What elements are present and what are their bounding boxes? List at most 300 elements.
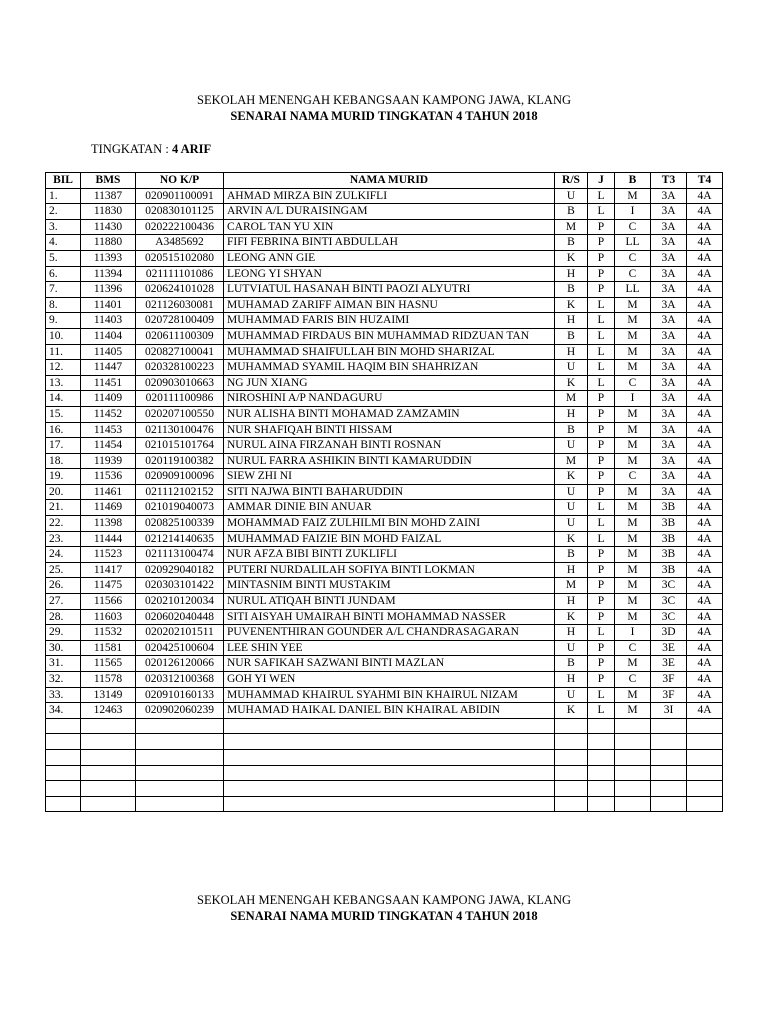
column-header: R/S: [555, 173, 588, 189]
cell-bms: 11453: [81, 422, 136, 438]
cell-rs: B: [555, 282, 588, 298]
cell-b: I: [615, 204, 651, 220]
cell-t3: 3A: [651, 422, 687, 438]
cell-bil: 6.: [46, 266, 81, 282]
table-row: [46, 562, 723, 578]
cell-rs: U: [555, 516, 588, 532]
cell-kp: 020825100339: [136, 516, 224, 532]
tingkatan-value: 4 ARIF: [171, 142, 212, 156]
empty-cell: [81, 796, 136, 812]
cell-nama: LEONG ANN GIE: [224, 250, 555, 266]
cell-nama: LEE SHIN YEE: [224, 640, 555, 656]
empty-cell: [136, 796, 224, 812]
cell-t3: 3A: [651, 204, 687, 220]
cell-nama: MOHAMMAD FAIZ ZULHILMI BIN MOHD ZAINI: [224, 516, 555, 532]
cell-bms: 11409: [81, 391, 136, 407]
cell-bil: 24.: [46, 547, 81, 563]
empty-cell: [555, 718, 588, 734]
empty-cell: [588, 765, 615, 781]
cell-t3: 3C: [651, 578, 687, 594]
cell-b: M: [615, 500, 651, 516]
cell-bil: 2.: [46, 204, 81, 220]
cell-bms: 11404: [81, 328, 136, 344]
empty-cell: [224, 796, 555, 812]
empty-cell: [136, 781, 224, 797]
empty-cell: [46, 718, 81, 734]
empty-cell: [224, 749, 555, 765]
empty-cell: [615, 781, 651, 797]
cell-bil: 11.: [46, 344, 81, 360]
cell-rs: U: [555, 188, 588, 204]
cell-t4: 4A: [687, 282, 723, 298]
cell-bms: 11461: [81, 484, 136, 500]
cell-j: L: [588, 687, 615, 703]
empty-cell: [224, 765, 555, 781]
cell-bil: 26.: [46, 578, 81, 594]
cell-t3: 3A: [651, 453, 687, 469]
cell-nama: AMMAR DINIE BIN ANUAR: [224, 500, 555, 516]
cell-b: M: [615, 344, 651, 360]
empty-cell: [651, 796, 687, 812]
empty-cell: [46, 796, 81, 812]
cell-b: M: [615, 406, 651, 422]
cell-nama: NUR AFZA BIBI BINTI ZUKLIFLI: [224, 547, 555, 563]
cell-t3: 3A: [651, 344, 687, 360]
empty-cell: [651, 781, 687, 797]
cell-bil: 9.: [46, 313, 81, 329]
cell-rs: H: [555, 594, 588, 610]
cell-bms: 11444: [81, 531, 136, 547]
cell-bil: 20.: [46, 484, 81, 500]
cell-nama: NUR SHAFIQAH BINTI HISSAM: [224, 422, 555, 438]
empty-row: [46, 765, 723, 781]
empty-cell: [588, 718, 615, 734]
cell-t4: 4A: [687, 219, 723, 235]
cell-bms: 11536: [81, 469, 136, 485]
cell-t4: 4A: [687, 313, 723, 329]
table-header-row: [46, 173, 723, 189]
cell-t3: 3A: [651, 188, 687, 204]
cell-j: L: [588, 531, 615, 547]
cell-b: C: [615, 219, 651, 235]
empty-cell: [81, 765, 136, 781]
empty-cell: [687, 734, 723, 750]
tingkatan-line: [91, 142, 211, 157]
cell-nama: NUR ALISHA BINTI MOHAMAD ZAMZAMIN: [224, 406, 555, 422]
cell-t3: 3B: [651, 547, 687, 563]
cell-bms: 11387: [81, 188, 136, 204]
table-row: [46, 406, 723, 422]
empty-cell: [555, 734, 588, 750]
cell-kp: 020910160133: [136, 687, 224, 703]
cell-rs: M: [555, 578, 588, 594]
column-header: B: [615, 173, 651, 189]
cell-bms: 11430: [81, 219, 136, 235]
cell-t3: 3A: [651, 406, 687, 422]
column-header: T4: [687, 173, 723, 189]
table-row: [46, 204, 723, 220]
cell-t3: 3F: [651, 687, 687, 703]
cell-nama: CAROL TAN YU XIN: [224, 219, 555, 235]
cell-bil: 4.: [46, 235, 81, 251]
cell-j: L: [588, 297, 615, 313]
cell-rs: K: [555, 297, 588, 313]
cell-bms: 11603: [81, 609, 136, 625]
table-row: [46, 469, 723, 485]
cell-j: L: [588, 328, 615, 344]
cell-t3: 3B: [651, 500, 687, 516]
cell-kp: 021111101086: [136, 266, 224, 282]
cell-t4: 4A: [687, 672, 723, 688]
cell-j: L: [588, 360, 615, 376]
cell-b: M: [615, 360, 651, 376]
cell-j: P: [588, 438, 615, 454]
cell-t4: 4A: [687, 687, 723, 703]
cell-t4: 4A: [687, 609, 723, 625]
cell-bms: 11532: [81, 625, 136, 641]
empty-cell: [224, 734, 555, 750]
table-row: [46, 360, 723, 376]
table-row: [46, 516, 723, 532]
table-row: [46, 453, 723, 469]
table-row: [46, 578, 723, 594]
cell-kp: 020929040182: [136, 562, 224, 578]
empty-cell: [46, 734, 81, 750]
cell-b: M: [615, 547, 651, 563]
column-header: J: [588, 173, 615, 189]
table-row: [46, 547, 723, 563]
cell-b: M: [615, 531, 651, 547]
cell-t4: 4A: [687, 516, 723, 532]
cell-nama: MUHAMMAD KHAIRUL SYAHMI BIN KHAIRUL NIZAM: [224, 687, 555, 703]
cell-bil: 31.: [46, 656, 81, 672]
cell-j: L: [588, 703, 615, 719]
cell-nama: NURUL ATIQAH BINTI JUNDAM: [224, 594, 555, 610]
cell-rs: H: [555, 313, 588, 329]
cell-rs: U: [555, 484, 588, 500]
cell-rs: U: [555, 500, 588, 516]
cell-rs: H: [555, 625, 588, 641]
cell-j: P: [588, 547, 615, 563]
document-title: SENARAI NAMA MURID TINGKATAN 4 TAHUN 2018: [230, 909, 538, 923]
cell-t4: 4A: [687, 578, 723, 594]
cell-nama: PUTERI NURDALILAH SOFIYA BINTI LOKMAN: [224, 562, 555, 578]
table-row: [46, 235, 723, 251]
table-row: [46, 672, 723, 688]
cell-b: I: [615, 391, 651, 407]
cell-nama: NURUL AINA FIRZANAH BINTI ROSNAN: [224, 438, 555, 454]
cell-kp: 020515102080: [136, 250, 224, 266]
cell-b: M: [615, 656, 651, 672]
cell-t3: 3A: [651, 313, 687, 329]
cell-bms: 11469: [81, 500, 136, 516]
cell-kp: 020111100986: [136, 391, 224, 407]
cell-t4: 4A: [687, 235, 723, 251]
cell-kp: 020903010663: [136, 375, 224, 391]
cell-t3: 3A: [651, 266, 687, 282]
cell-bms: 11405: [81, 344, 136, 360]
table-row: [46, 297, 723, 313]
cell-j: P: [588, 594, 615, 610]
cell-bms: 11403: [81, 313, 136, 329]
table-row: [46, 391, 723, 407]
cell-nama: NG JUN XIANG: [224, 375, 555, 391]
cell-b: M: [615, 562, 651, 578]
cell-b: M: [615, 578, 651, 594]
cell-kp: 020901100091: [136, 188, 224, 204]
cell-kp: 020207100550: [136, 406, 224, 422]
empty-row: [46, 734, 723, 750]
empty-cell: [136, 718, 224, 734]
cell-bms: 11396: [81, 282, 136, 298]
empty-cell: [81, 749, 136, 765]
cell-t3: 3E: [651, 656, 687, 672]
cell-t3: 3B: [651, 562, 687, 578]
cell-nama: MUHAMAD HAIKAL DANIEL BIN KHAIRAL ABIDIN: [224, 703, 555, 719]
document-header-top: [0, 92, 768, 124]
cell-bil: 22.: [46, 516, 81, 532]
cell-rs: K: [555, 531, 588, 547]
cell-nama: SITI NAJWA BINTI BAHARUDDIN: [224, 484, 555, 500]
cell-t4: 4A: [687, 484, 723, 500]
cell-j: L: [588, 204, 615, 220]
column-header: BIL: [46, 173, 81, 189]
cell-bil: 29.: [46, 625, 81, 641]
cell-rs: H: [555, 562, 588, 578]
cell-j: L: [588, 375, 615, 391]
cell-bms: 11398: [81, 516, 136, 532]
cell-t3: 3A: [651, 469, 687, 485]
empty-row: [46, 781, 723, 797]
cell-b: C: [615, 640, 651, 656]
cell-kp: 021112102152: [136, 484, 224, 500]
cell-t4: 4A: [687, 562, 723, 578]
cell-nama: NURUL FARRA ASHIKIN BINTI KAMARUDDIN: [224, 453, 555, 469]
cell-kp: 020222100436: [136, 219, 224, 235]
cell-bms: 11394: [81, 266, 136, 282]
cell-t4: 4A: [687, 625, 723, 641]
cell-t3: 3A: [651, 391, 687, 407]
cell-bil: 12.: [46, 360, 81, 376]
cell-j: P: [588, 219, 615, 235]
cell-rs: H: [555, 266, 588, 282]
empty-cell: [651, 718, 687, 734]
cell-b: M: [615, 516, 651, 532]
empty-row: [46, 796, 723, 812]
cell-t3: 3I: [651, 703, 687, 719]
column-header: T3: [651, 173, 687, 189]
cell-j: P: [588, 250, 615, 266]
cell-j: P: [588, 266, 615, 282]
cell-b: C: [615, 375, 651, 391]
empty-cell: [615, 734, 651, 750]
empty-cell: [136, 749, 224, 765]
cell-t3: 3B: [651, 531, 687, 547]
cell-nama: MUHAMMAD FARIS BIN HUZAIMI: [224, 313, 555, 329]
empty-cell: [224, 781, 555, 797]
column-header: NO K/P: [136, 173, 224, 189]
cell-b: M: [615, 328, 651, 344]
cell-t3: 3E: [651, 640, 687, 656]
cell-b: M: [615, 297, 651, 313]
cell-t4: 4A: [687, 531, 723, 547]
cell-t4: 4A: [687, 360, 723, 376]
cell-kp: 020902060239: [136, 703, 224, 719]
cell-kp: 021130100476: [136, 422, 224, 438]
document-header-bottom: [0, 892, 768, 924]
cell-kp: 021015101764: [136, 438, 224, 454]
empty-cell: [46, 749, 81, 765]
table-row: [46, 609, 723, 625]
cell-bil: 5.: [46, 250, 81, 266]
cell-bms: 11939: [81, 453, 136, 469]
cell-b: C: [615, 266, 651, 282]
cell-kp: 020425100604: [136, 640, 224, 656]
empty-cell: [136, 765, 224, 781]
cell-t4: 4A: [687, 640, 723, 656]
cell-bms: 11581: [81, 640, 136, 656]
cell-b: I: [615, 625, 651, 641]
cell-rs: U: [555, 360, 588, 376]
cell-j: P: [588, 406, 615, 422]
cell-kp: 020202101511: [136, 625, 224, 641]
cell-kp: 021214140635: [136, 531, 224, 547]
cell-kp: 020827100041: [136, 344, 224, 360]
table-row: [46, 656, 723, 672]
cell-rs: B: [555, 547, 588, 563]
empty-cell: [81, 718, 136, 734]
cell-nama: MUHAMMAD SYAMIL HAQIM BIN SHAHRIZAN: [224, 360, 555, 376]
cell-t3: 3A: [651, 360, 687, 376]
cell-bms: 12463: [81, 703, 136, 719]
cell-t3: 3D: [651, 625, 687, 641]
empty-cell: [136, 734, 224, 750]
cell-bil: 33.: [46, 687, 81, 703]
cell-b: M: [615, 484, 651, 500]
table-row: [46, 188, 723, 204]
cell-nama: NIROSHINI A/P NANDAGURU: [224, 391, 555, 407]
cell-j: P: [588, 609, 615, 625]
table-row: [46, 687, 723, 703]
cell-b: C: [615, 250, 651, 266]
cell-t4: 4A: [687, 453, 723, 469]
cell-j: P: [588, 235, 615, 251]
cell-kp: 020728100409: [136, 313, 224, 329]
empty-cell: [687, 796, 723, 812]
cell-nama: PUVENENTHIRAN GOUNDER A/L CHANDRASAGARAN: [224, 625, 555, 641]
cell-t4: 4A: [687, 204, 723, 220]
cell-b: C: [615, 469, 651, 485]
cell-t3: 3A: [651, 250, 687, 266]
cell-bil: 15.: [46, 406, 81, 422]
table-row: [46, 422, 723, 438]
cell-kp: 020602040448: [136, 609, 224, 625]
empty-cell: [555, 749, 588, 765]
empty-cell: [81, 781, 136, 797]
cell-j: P: [588, 672, 615, 688]
cell-bms: 11565: [81, 656, 136, 672]
cell-j: L: [588, 344, 615, 360]
column-header: BMS: [81, 173, 136, 189]
cell-bms: 11475: [81, 578, 136, 594]
cell-bms: 11578: [81, 672, 136, 688]
cell-kp: A3485692: [136, 235, 224, 251]
cell-b: LL: [615, 282, 651, 298]
cell-t3: 3C: [651, 594, 687, 610]
table-row: [46, 625, 723, 641]
cell-kp: 020210120034: [136, 594, 224, 610]
cell-j: P: [588, 578, 615, 594]
empty-cell: [615, 749, 651, 765]
cell-rs: H: [555, 672, 588, 688]
cell-bms: 11830: [81, 204, 136, 220]
cell-t3: 3A: [651, 328, 687, 344]
cell-bil: 25.: [46, 562, 81, 578]
school-name: SEKOLAH MENENGAH KEBANGSAAN KAMPONG JAWA, KLANG: [197, 893, 571, 907]
cell-bms: 11566: [81, 594, 136, 610]
cell-nama: MINTASNIM BINTI MUSTAKIM: [224, 578, 555, 594]
cell-t4: 4A: [687, 391, 723, 407]
cell-bms: 11401: [81, 297, 136, 313]
cell-nama: LUTVIATUL HASANAH BINTI PAOZI ALYUTRI: [224, 282, 555, 298]
table-row: [46, 219, 723, 235]
cell-t4: 4A: [687, 375, 723, 391]
cell-t4: 4A: [687, 188, 723, 204]
table-row: [46, 500, 723, 516]
cell-rs: H: [555, 344, 588, 360]
empty-cell: [687, 765, 723, 781]
cell-bms: 11417: [81, 562, 136, 578]
cell-rs: B: [555, 328, 588, 344]
empty-cell: [651, 734, 687, 750]
empty-cell: [615, 718, 651, 734]
table-row: [46, 266, 723, 282]
cell-bms: 11880: [81, 235, 136, 251]
cell-bil: 19.: [46, 469, 81, 485]
school-name: SEKOLAH MENENGAH KEBANGSAAN KAMPONG JAWA, KLANG: [197, 93, 571, 107]
cell-t4: 4A: [687, 406, 723, 422]
cell-nama: LEONG YI SHYAN: [224, 266, 555, 282]
cell-j: P: [588, 469, 615, 485]
cell-kp: 020328100223: [136, 360, 224, 376]
empty-cell: [615, 796, 651, 812]
cell-t4: 4A: [687, 656, 723, 672]
cell-b: M: [615, 188, 651, 204]
cell-bil: 23.: [46, 531, 81, 547]
cell-t4: 4A: [687, 422, 723, 438]
empty-cell: [555, 781, 588, 797]
cell-kp: 021113100474: [136, 547, 224, 563]
empty-cell: [224, 718, 555, 734]
cell-j: P: [588, 453, 615, 469]
empty-cell: [651, 749, 687, 765]
empty-cell: [46, 781, 81, 797]
cell-rs: K: [555, 469, 588, 485]
cell-b: M: [615, 609, 651, 625]
cell-nama: AHMAD MIRZA BIN ZULKIFLI: [224, 188, 555, 204]
cell-rs: B: [555, 422, 588, 438]
cell-j: P: [588, 391, 615, 407]
table-row: [46, 438, 723, 454]
cell-nama: FIFI FEBRINA BINTI ABDULLAH: [224, 235, 555, 251]
cell-t4: 4A: [687, 469, 723, 485]
cell-j: L: [588, 500, 615, 516]
table-row: [46, 484, 723, 500]
table-body: [46, 188, 723, 812]
empty-cell: [687, 781, 723, 797]
cell-rs: M: [555, 453, 588, 469]
table-row: [46, 328, 723, 344]
